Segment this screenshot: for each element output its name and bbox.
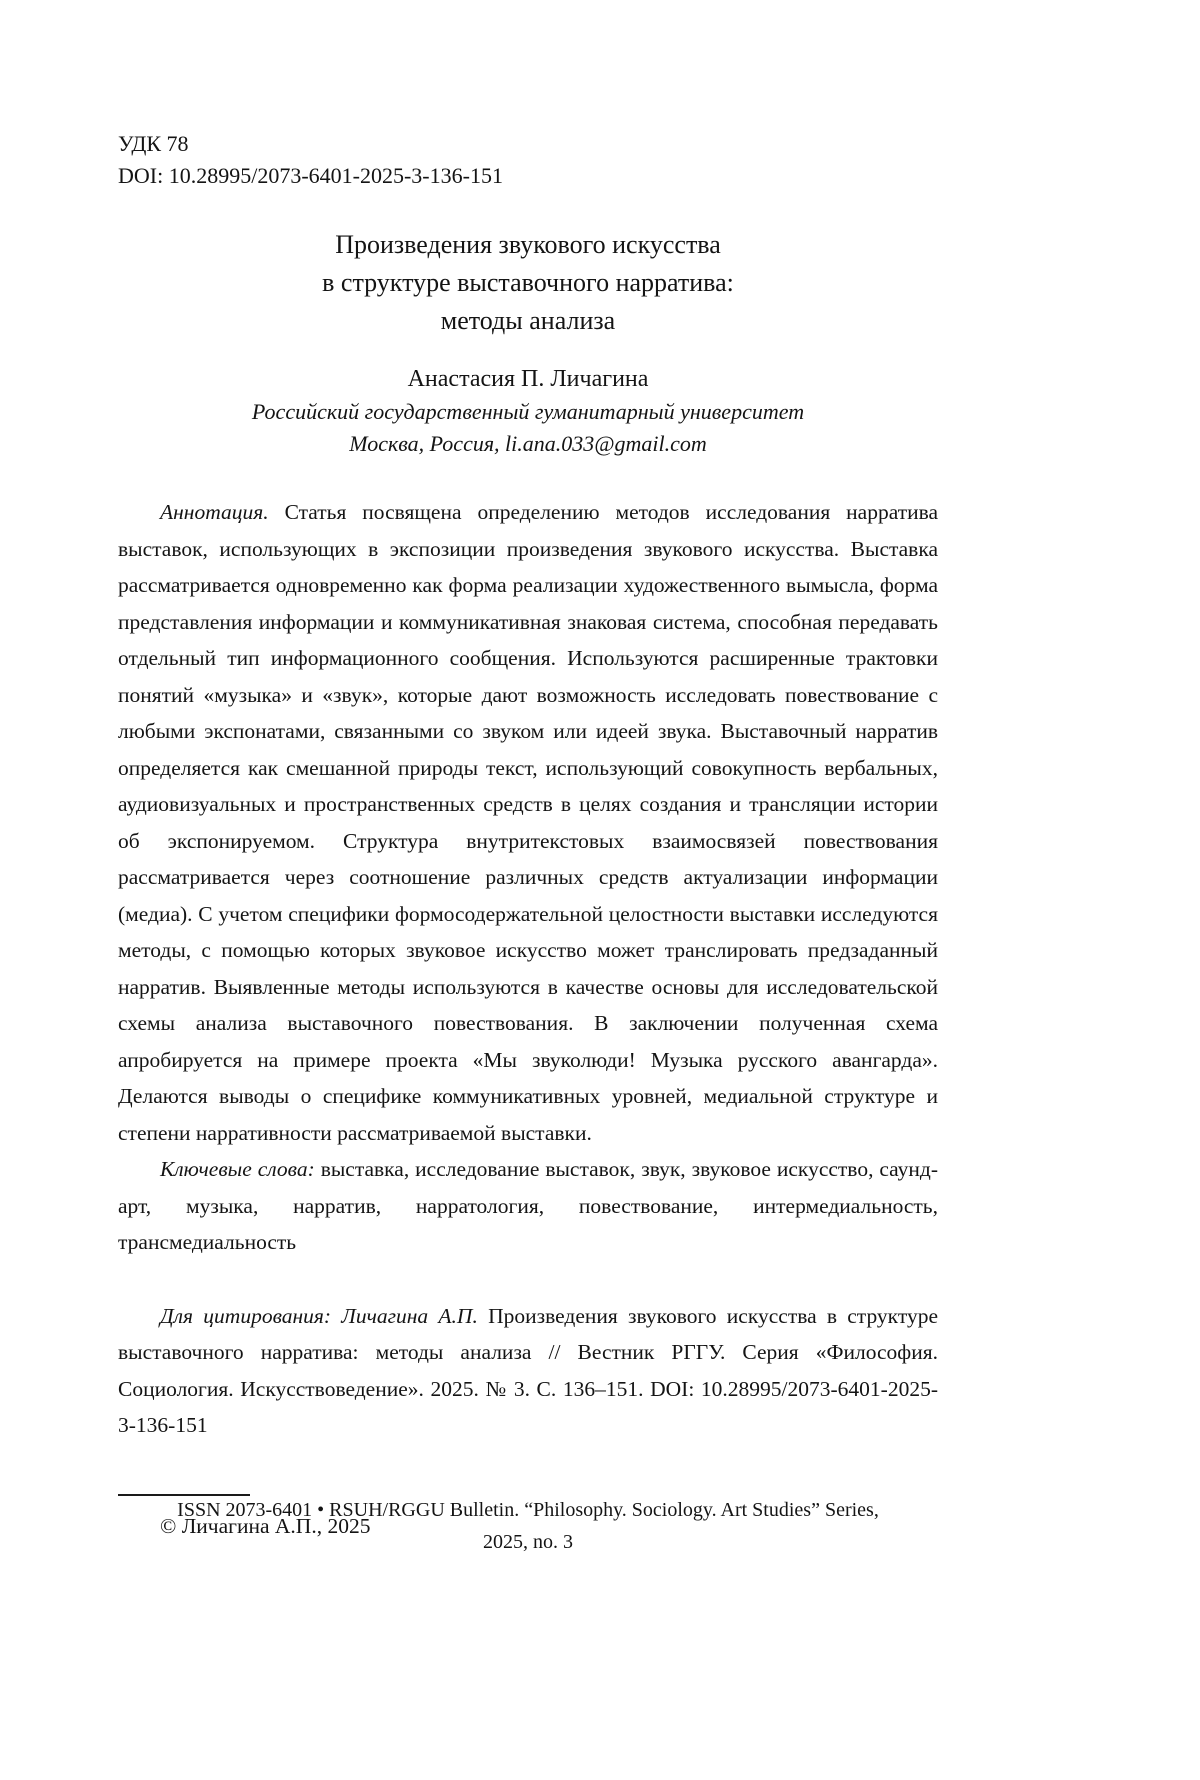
udc-number: УДК 78 — [118, 131, 189, 156]
article-title-line-1: Произведения звукового искусства — [335, 230, 721, 259]
affiliation-institution: Российский государственный гуманитарный университет — [251, 399, 805, 424]
footer-issue-line: 2025, no. 3 — [483, 1531, 573, 1553]
page-footer — [118, 1494, 938, 1558]
article-title-line-3: методы анализа — [440, 306, 616, 335]
copyright-line: © Личагина А.П., 2025 — [160, 1513, 371, 1538]
article-title — [118, 226, 938, 340]
abstract-text: Статья посвящена определению методов исследования нарратива выставок, использующих в экспозиции произведения звукового искусства. Выставка рассматривается одновременно как форма реализации художественного вымысла, форма представления информации и коммуникативная знаковая система, способная передавать отдельный тип информационного сообщения. Используются расширенные трактовки понятий «музыка» и «звук», которые дают возможность исследовать повествование с любыми экспонатами, связанными со звуком или идеей звука. Выставочный нарратив определяется как смешанной природы текст, использующий совокупность вербальных, аудиовизуальных и пространственных средств в целях создания и трансляции истории об экспонируемом. Структура внутритекстовых взаимосвязей повествования рассматривается через соотношение различных средств актуализации информации (медиа). С учетом специфики формосодержательной целостности выставки исследуются методы, с помощью которых звуковое искусство может транслировать предзаданный нарратив. Выявленные методы используются в качестве основы для исследовательской схемы анализа выставочного повествования. В заключении полученная схема апробируется на примере проекта «Мы звуколюди! Музыка русского авангарда». Делаются выводы о специфике коммуникативных уровней, медиальной структуре и степени нарративности рассматриваемой выставки. — [118, 500, 939, 1145]
author-name: Анастасия П. Личагина — [407, 366, 649, 392]
footer-issn-line: ISSN 2073-6401 • RSUH/RGGU Bulletin. “Philosophy. Sociology. Art Studies” Series, — [177, 1499, 879, 1521]
article-content — [118, 128, 938, 1544]
keywords-text: выставка, исследование выставок, звук, звуковое искусство, саунд-арт, музыка, нарратив, нарратология, повествование, интермедиальность, трансмедиальность — [118, 1157, 938, 1254]
citation-label: Для цитирования: Личагина А.П. — [160, 1303, 489, 1328]
author-block — [118, 362, 938, 460]
article-title-line-2: в структуре выставочного нарратива: — [322, 268, 734, 297]
keywords-paragraph — [118, 1151, 938, 1261]
citation-text: Произведения звукового искусства в структуре выставочного нарратива: методы анализа // Вестник РГГУ. Серия «Философия. Социология. Искусствоведение». 2025. № 3. С. 136–151. DOI: 10.28995/2073-6401-2025-3-136-151 — [118, 1303, 938, 1437]
article-header — [118, 128, 938, 192]
author-affiliation — [118, 396, 938, 460]
citation-paragraph — [118, 1298, 938, 1444]
abstract-paragraph — [118, 494, 938, 1151]
doi-line: DOI: 10.28995/2073-6401-2025-3-136-151 — [118, 163, 503, 188]
keywords-label: Ключевые слова: — [160, 1157, 321, 1181]
affiliation-location-email: Москва, Россия, li.ana.033@gmail.com — [349, 431, 707, 456]
abstract-label: Аннотация. — [160, 500, 285, 524]
